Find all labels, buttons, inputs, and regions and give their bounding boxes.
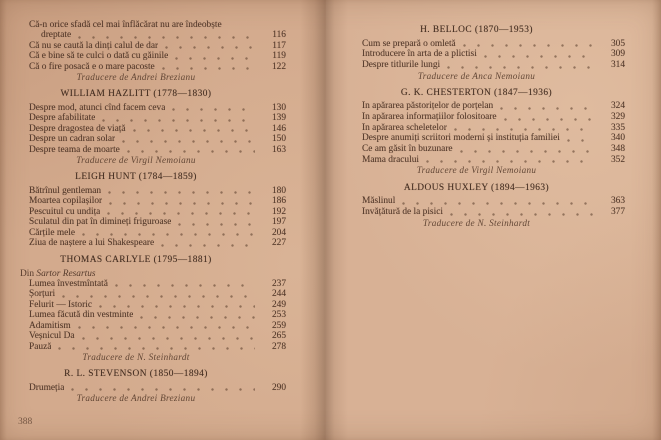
dot-leader bbox=[162, 66, 255, 71]
toc-entry bbox=[20, 342, 286, 352]
section-subheading bbox=[20, 269, 286, 279]
toc-entry-page: 197 bbox=[271, 217, 286, 228]
toc-entry bbox=[20, 289, 286, 299]
toc-entry-page: 139 bbox=[271, 113, 286, 124]
toc-entry bbox=[362, 196, 625, 207]
toc-entry bbox=[20, 321, 286, 331]
toc-entry-title: Lumea făcută din vestminte bbox=[29, 310, 134, 321]
dot-leader bbox=[450, 212, 594, 217]
toc-entry bbox=[20, 62, 286, 72]
toc-entry bbox=[362, 155, 625, 166]
left-page bbox=[0, 0, 326, 440]
toc-section bbox=[20, 255, 286, 363]
dot-leader bbox=[484, 54, 594, 59]
dot-leader bbox=[107, 211, 255, 216]
toc-entry-title: Despre teama de moarte bbox=[29, 144, 120, 155]
toc-entry-page: 329 bbox=[610, 112, 625, 123]
toc-entry-page: 150 bbox=[271, 134, 286, 145]
dot-leader bbox=[78, 325, 255, 330]
toc-entry bbox=[20, 134, 286, 144]
toc-entry bbox=[20, 300, 286, 310]
toc-entry bbox=[20, 113, 286, 123]
toc-entry-title: Cum se prepară o omletă bbox=[362, 38, 456, 49]
toc-entry-title: Despre un cadran solar bbox=[29, 134, 116, 145]
toc-entry bbox=[20, 331, 286, 341]
toc-entry-title: Învățătură de la pisici bbox=[362, 206, 443, 217]
toc-entry-page: 180 bbox=[271, 185, 286, 196]
toc-entry-title: În apărarea păstorițelor de porțelan bbox=[362, 101, 494, 112]
toc-section bbox=[20, 172, 286, 248]
toc-entry-page: 278 bbox=[271, 341, 286, 352]
toc-section bbox=[362, 88, 625, 176]
toc-entry-page: 259 bbox=[271, 320, 286, 331]
toc-entry bbox=[20, 124, 286, 134]
toc-entry-page: 237 bbox=[271, 279, 286, 290]
dot-leader bbox=[447, 65, 594, 70]
toc-entry-title: În apărarea informațiilor folositoare bbox=[362, 112, 497, 123]
toc-entry-title: Despre dragostea de viață bbox=[29, 123, 126, 134]
toc-entry-title: Că-n orice sfadă cel mai înflăcărat nu are îndeobște bbox=[29, 20, 222, 30]
toc-entry-title: Pescuitul cu undița bbox=[29, 206, 101, 217]
toc-entry bbox=[362, 207, 625, 218]
toc-entry-page: 348 bbox=[610, 144, 625, 155]
toc-entry-title: Sculatul din pat în dimineți friguroase bbox=[29, 217, 172, 228]
dot-leader bbox=[133, 128, 255, 133]
toc-entry-title: Mama dracului bbox=[362, 154, 420, 165]
right-page bbox=[326, 0, 661, 440]
dot-leader bbox=[82, 336, 255, 341]
author-heading: G. K. CHESTERTON (1847—1936) bbox=[400, 87, 553, 98]
toc-entry-title: Despre titlurile lungi bbox=[362, 59, 441, 70]
toc-entry-page: 122 bbox=[271, 61, 286, 72]
toc-entry-page: 119 bbox=[272, 51, 286, 62]
toc-entry-page: 377 bbox=[610, 206, 625, 217]
toc-entry-title: În apărarea scheletelor bbox=[362, 122, 447, 133]
toc-entry bbox=[20, 145, 286, 155]
author-heading: THOMAS CARLYLE (1795—1881) bbox=[60, 255, 212, 266]
author-heading: ALDOUS HUXLEY (1894—1963) bbox=[403, 182, 550, 193]
toc-entry bbox=[362, 101, 625, 112]
dot-leader bbox=[504, 117, 594, 122]
toc-entry bbox=[362, 49, 625, 60]
toc-entry-page: 253 bbox=[271, 310, 286, 321]
toc-entry-title: Moartea copilașilor bbox=[29, 196, 103, 207]
toc-entry bbox=[20, 279, 286, 289]
toc-entry bbox=[20, 103, 286, 113]
toc-entry-title: Adamitism bbox=[29, 320, 71, 331]
toc-entry-title: Măslinul bbox=[362, 196, 396, 207]
toc-entry-page: 146 bbox=[271, 123, 286, 134]
dot-leader bbox=[178, 222, 255, 227]
dot-leader bbox=[172, 107, 255, 112]
dot-leader bbox=[109, 201, 255, 206]
toc-entry bbox=[20, 41, 286, 51]
toc-section bbox=[20, 20, 286, 83]
toc-entry bbox=[20, 30, 286, 40]
author-heading: R. L. STEVENSON (1850—1894) bbox=[64, 369, 208, 380]
toc-entry-page: 192 bbox=[271, 206, 286, 217]
toc-section bbox=[20, 369, 286, 404]
translator-line: Traducere de Virgil Nemoianu bbox=[416, 165, 537, 176]
dot-leader bbox=[175, 56, 255, 61]
translator-line: Traducere de Anca Nemoianu bbox=[417, 70, 536, 81]
toc-entry bbox=[20, 196, 286, 206]
translator-line: Traducere de Virgil Nemoianu bbox=[76, 155, 196, 166]
toc-entry bbox=[20, 228, 286, 238]
translator-line: Traducere de Andrei Brezianu bbox=[76, 393, 196, 404]
toc-entry-page: 265 bbox=[271, 331, 286, 342]
dot-leader bbox=[82, 232, 255, 237]
subheading-work-title: Sartor Resartus bbox=[36, 268, 96, 279]
dot-leader bbox=[122, 139, 255, 144]
dot-leader bbox=[127, 149, 255, 154]
toc-entry-title: Șorțuri bbox=[29, 289, 56, 300]
toc-entry-title: Despre afabilitate bbox=[29, 113, 96, 124]
author-heading: H. BELLOC (1870—1953) bbox=[420, 25, 533, 35]
dot-leader bbox=[426, 159, 594, 164]
toc-entry-title: Felurit — Istoric bbox=[29, 299, 93, 310]
toc-entry-title: Despre mod, atunci cînd facem ceva bbox=[29, 102, 166, 113]
translator-line: Traducere de N. Steinhardt bbox=[422, 217, 531, 228]
toc-entry-page: 227 bbox=[271, 238, 286, 249]
toc-entry-page: 186 bbox=[271, 196, 286, 207]
dot-leader bbox=[115, 283, 255, 288]
page-number: 388 bbox=[18, 417, 33, 427]
toc-entry-title: Bătrînul gentleman bbox=[29, 185, 102, 196]
toc-section bbox=[20, 89, 286, 165]
toc-entry-title: Ce am găsit în buzunare bbox=[362, 144, 453, 155]
left-page-contents bbox=[20, 20, 286, 404]
dot-leader bbox=[58, 346, 255, 351]
right-page-contents bbox=[362, 25, 625, 228]
translator-line: Traducere de N. Steinhardt bbox=[82, 352, 190, 363]
toc-entry bbox=[362, 112, 625, 123]
toc-entry-title: Pauză bbox=[29, 341, 52, 352]
toc-entry-title: Că nu se caută la dinți calul de dar bbox=[29, 40, 159, 51]
dot-leader bbox=[102, 118, 255, 123]
toc-entry bbox=[20, 383, 286, 393]
toc-entry-page: 363 bbox=[610, 196, 625, 207]
dot-leader bbox=[62, 294, 255, 299]
toc-entry-page: 130 bbox=[271, 102, 286, 113]
toc-entry-page: 335 bbox=[610, 122, 625, 133]
toc-entry-page: 324 bbox=[610, 101, 625, 112]
toc-entry bbox=[362, 133, 625, 144]
toc-entry-page: 204 bbox=[271, 227, 286, 238]
toc-entry bbox=[20, 238, 286, 248]
dot-leader bbox=[165, 45, 255, 50]
toc-entry bbox=[20, 217, 286, 227]
toc-entry-page: 290 bbox=[271, 382, 286, 393]
toc-entry-page: 352 bbox=[610, 154, 625, 165]
toc-entry-page: 163 bbox=[271, 144, 286, 155]
toc-entry-title: Introducere în arta de a plictisi bbox=[362, 49, 477, 60]
toc-entry-title: Lumea învestmîntată bbox=[29, 279, 108, 290]
toc-entry bbox=[20, 51, 286, 61]
toc-entry-title: Veșnicul Da bbox=[29, 331, 75, 342]
dot-leader bbox=[463, 43, 594, 48]
toc-entry-page: 244 bbox=[271, 289, 286, 300]
toc-entry bbox=[362, 39, 625, 50]
dot-leader bbox=[99, 304, 255, 309]
toc-entry-title: Că o fire posacă e o mare pacoste bbox=[29, 61, 155, 72]
toc-entry-page: 116 bbox=[272, 30, 286, 41]
dot-leader bbox=[454, 127, 594, 132]
toc-entry bbox=[362, 144, 625, 155]
toc-section bbox=[362, 183, 625, 229]
dot-leader bbox=[402, 201, 594, 206]
toc-entry-page: 309 bbox=[610, 49, 625, 60]
toc-entry-title: Ziua de naștere a lui Shakespeare bbox=[29, 238, 155, 249]
dot-leader bbox=[78, 35, 255, 40]
toc-entry-wrap-line bbox=[20, 20, 286, 30]
dot-leader bbox=[161, 243, 255, 248]
toc-entry-page: 249 bbox=[271, 299, 286, 310]
toc-entry-title: dreptate bbox=[41, 30, 72, 41]
toc-entry-title: Drumeția bbox=[29, 382, 65, 393]
translator-line: Traducere de Andrei Brezianu bbox=[76, 72, 196, 83]
author-heading: WILLIAM HAZLITT (1778—1830) bbox=[60, 89, 212, 100]
toc-entry-page: 117 bbox=[272, 40, 286, 51]
author-heading: LEIGH HUNT (1784—1859) bbox=[75, 172, 197, 183]
toc-entry bbox=[362, 60, 625, 71]
toc-entry-page: 340 bbox=[610, 133, 625, 144]
toc-entry-title: Cărțile mele bbox=[29, 227, 76, 238]
dot-leader bbox=[108, 190, 255, 195]
toc-entry-page: 305 bbox=[610, 38, 625, 49]
toc-entry-title: Despre anumiți scriitori moderni și instituția familiei bbox=[362, 133, 560, 144]
toc-entry bbox=[20, 186, 286, 196]
toc-section bbox=[362, 25, 625, 81]
toc-entry bbox=[20, 207, 286, 217]
toc-entry-title: Că e bine să te culci o dată cu găinile bbox=[29, 51, 169, 62]
dot-leader bbox=[140, 315, 255, 320]
subheading-prefix: Din bbox=[20, 268, 37, 279]
dot-leader bbox=[460, 149, 594, 154]
toc-entry-page: 314 bbox=[610, 59, 625, 70]
dot-leader bbox=[500, 106, 594, 111]
toc-entry bbox=[20, 310, 286, 320]
dot-leader bbox=[567, 138, 594, 143]
dot-leader bbox=[71, 387, 255, 392]
toc-entry bbox=[362, 123, 625, 134]
